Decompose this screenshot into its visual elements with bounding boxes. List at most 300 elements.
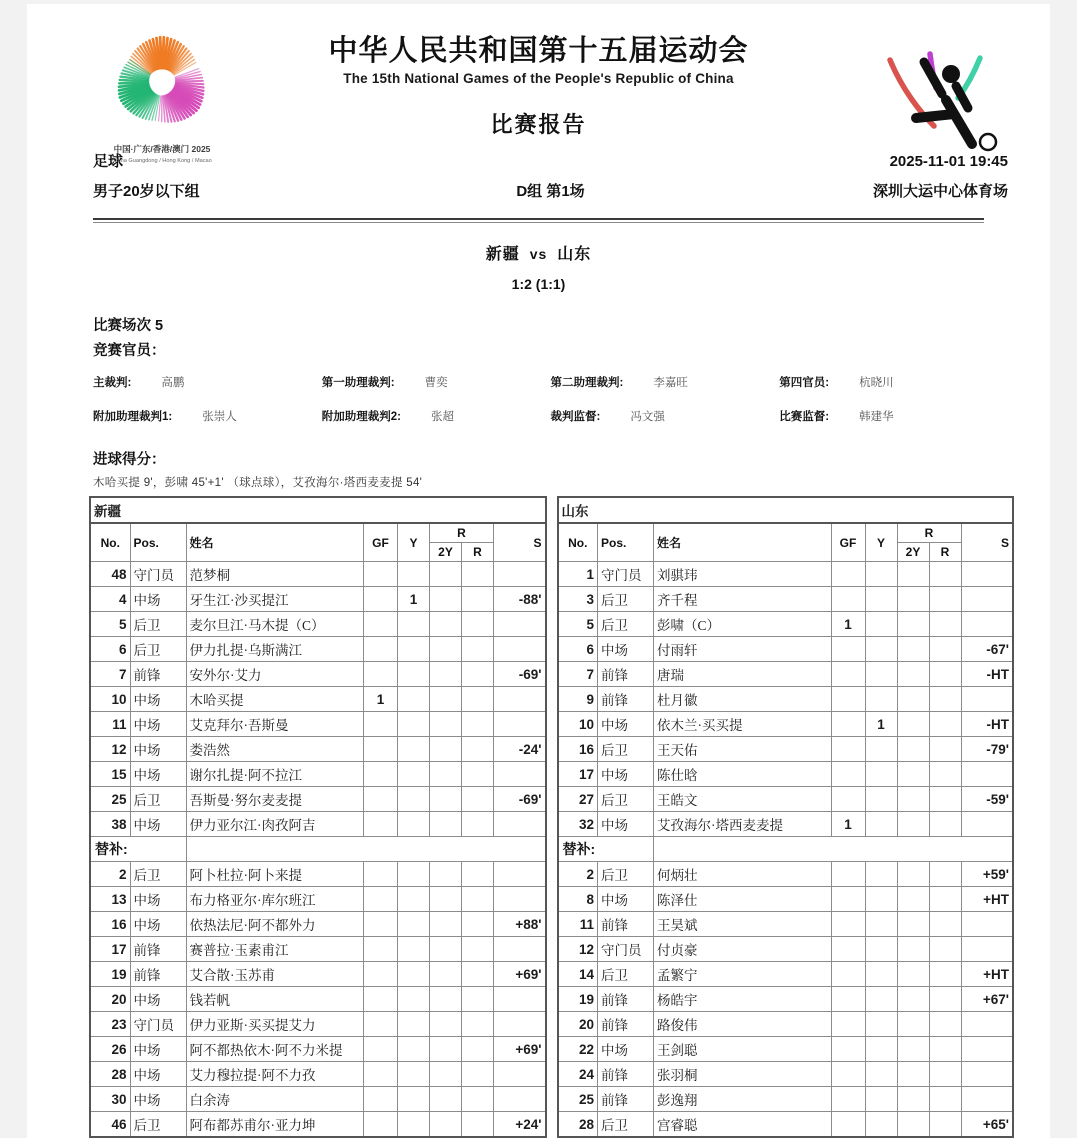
- cell-y: [398, 887, 430, 912]
- col-header-y: Y: [865, 523, 897, 562]
- cell-s: [494, 887, 546, 912]
- cell-gf: [831, 912, 865, 937]
- official-assistant-1: [322, 374, 551, 390]
- table-row: [90, 562, 546, 587]
- cell-name: 艾克拜尔·吾斯曼: [186, 712, 364, 737]
- cell-no: 10: [558, 712, 598, 737]
- cell-gf: 1: [831, 812, 865, 837]
- cell-s: +24': [494, 1112, 546, 1138]
- goals-detail: 木哈买提 9'，彭啸 45'+1' （球点球），艾孜海尔·塔西麦麦提 54': [93, 474, 1008, 490]
- cell-y: [865, 987, 897, 1012]
- emblem-caption-en: China Guangdong / Hong Kong / Macao: [112, 158, 212, 164]
- cell-r: [462, 612, 494, 637]
- cell-2y: [897, 737, 929, 762]
- cell-y: [398, 712, 430, 737]
- cell-no: 25: [90, 787, 130, 812]
- cell-y: [398, 987, 430, 1012]
- cell-r: [929, 987, 961, 1012]
- cell-2y: [430, 637, 462, 662]
- col-header-name: 姓名: [186, 523, 364, 562]
- cell-y: [865, 912, 897, 937]
- cell-pos: 中场: [598, 712, 654, 737]
- cell-no: 30: [90, 1087, 130, 1112]
- official-extra-assistant-1: [93, 408, 322, 424]
- team-name-row: [90, 497, 546, 523]
- team-tables: [27, 496, 1050, 1138]
- cell-s: -HT: [961, 712, 1013, 737]
- official-key: 附加助理裁判1:: [93, 408, 172, 424]
- cell-2y: [430, 1112, 462, 1138]
- cell-r: [929, 1062, 961, 1087]
- cell-name: 谢尔扎提·阿不拉江: [186, 762, 364, 787]
- table-row: [90, 862, 546, 887]
- table-row: [558, 887, 1014, 912]
- cell-gf: [364, 612, 398, 637]
- table-row: [558, 787, 1014, 812]
- cell-y: [865, 612, 897, 637]
- cell-y: [398, 912, 430, 937]
- cell-y: [865, 587, 897, 612]
- cell-pos: 前锋: [598, 987, 654, 1012]
- cell-2y: [897, 612, 929, 637]
- table-row: [558, 1062, 1014, 1087]
- cell-2y: [897, 562, 929, 587]
- cell-r: [929, 737, 961, 762]
- cell-name: 伊力亚斯·买买提艾力: [186, 1012, 364, 1037]
- cell-gf: [364, 937, 398, 962]
- table-row: [558, 987, 1014, 1012]
- cell-s: -69': [494, 662, 546, 687]
- table-header-row-top: [558, 523, 1014, 543]
- cell-r: [929, 1012, 961, 1037]
- cell-name: 陈泽仕: [654, 887, 832, 912]
- cell-y: [865, 812, 897, 837]
- cell-y: [865, 762, 897, 787]
- cell-y: [398, 612, 430, 637]
- cell-gf: [831, 762, 865, 787]
- official-key: 第二助理裁判:: [551, 374, 624, 390]
- col-header-no: No.: [90, 523, 130, 562]
- cell-name: 依热法尼·阿不都外力: [186, 912, 364, 937]
- cell-pos: 后卫: [598, 612, 654, 637]
- football-pictogram-icon: [872, 34, 1002, 159]
- cell-gf: [364, 912, 398, 937]
- cell-name: 齐千程: [654, 587, 832, 612]
- cell-r: [929, 637, 961, 662]
- cell-s: [494, 562, 546, 587]
- emblem-caption-cn: 中国·广东/香港/澳门 2025: [114, 144, 211, 154]
- cell-gf: [364, 762, 398, 787]
- cell-s: [961, 1012, 1013, 1037]
- cell-pos: 后卫: [130, 1112, 186, 1138]
- cell-gf: [831, 587, 865, 612]
- cell-no: 11: [558, 912, 598, 937]
- cell-name: 艾合散·玉苏甫: [186, 962, 364, 987]
- cell-no: 8: [558, 887, 598, 912]
- cell-s: -24': [494, 737, 546, 762]
- cell-gf: [831, 662, 865, 687]
- cell-s: [494, 987, 546, 1012]
- cell-s: +HT: [961, 962, 1013, 987]
- cell-pos: 后卫: [130, 637, 186, 662]
- cell-name: 钱若帆: [186, 987, 364, 1012]
- cell-no: 10: [90, 687, 130, 712]
- cell-pos: 后卫: [130, 787, 186, 812]
- official-referee-supervisor: [551, 408, 780, 424]
- match-number-label: 比赛场次: [93, 318, 151, 334]
- cell-no: 11: [90, 712, 130, 737]
- cell-no: 12: [558, 937, 598, 962]
- cell-s: [961, 1062, 1013, 1087]
- cell-s: [961, 587, 1013, 612]
- table-row: [90, 1037, 546, 1062]
- cell-y: [865, 1037, 897, 1062]
- cell-pos: 守门员: [130, 562, 186, 587]
- cell-gf: [831, 637, 865, 662]
- cell-s: +65': [961, 1112, 1013, 1138]
- cell-no: 16: [558, 737, 598, 762]
- col-header-pos: Pos.: [130, 523, 186, 562]
- meta-row-category: [93, 180, 1008, 210]
- cell-pos: 前锋: [130, 662, 186, 687]
- team-table-away: [557, 496, 1015, 1138]
- official-value: 高鹏: [161, 374, 184, 390]
- table-row: [558, 912, 1014, 937]
- table-header-row-top: [90, 523, 546, 543]
- cell-gf: [831, 787, 865, 812]
- cell-no: 19: [90, 962, 130, 987]
- team-name-home: 新疆: [90, 497, 546, 523]
- cell-s: +HT: [961, 887, 1013, 912]
- match-number-value: 5: [155, 318, 163, 334]
- cell-2y: [897, 712, 929, 737]
- games-emblem-icon: [102, 30, 222, 170]
- starters-body-home: [90, 562, 546, 837]
- table-row: [90, 1112, 546, 1138]
- cell-y: [398, 1037, 430, 1062]
- cell-s: +59': [961, 862, 1013, 887]
- cell-r: [929, 787, 961, 812]
- table-row: [558, 637, 1014, 662]
- cell-y: [398, 662, 430, 687]
- cell-pos: 中场: [130, 987, 186, 1012]
- cell-no: 6: [558, 637, 598, 662]
- cell-2y: [430, 1062, 462, 1087]
- cell-pos: 前锋: [598, 662, 654, 687]
- col-header-pos: Pos.: [598, 523, 654, 562]
- table-row: [90, 762, 546, 787]
- table-row: [90, 812, 546, 837]
- cell-s: [961, 1087, 1013, 1112]
- cell-2y: [430, 1012, 462, 1037]
- cell-no: 7: [90, 662, 130, 687]
- table-row: [90, 737, 546, 762]
- cell-no: 13: [90, 887, 130, 912]
- cell-y: [398, 937, 430, 962]
- cell-s: [961, 562, 1013, 587]
- cell-no: 5: [558, 612, 598, 637]
- cell-no: 15: [90, 762, 130, 787]
- cell-gf: [831, 862, 865, 887]
- cell-gf: [831, 937, 865, 962]
- cell-gf: [831, 687, 865, 712]
- official-referee: [93, 374, 322, 390]
- cell-name: 木哈买提: [186, 687, 364, 712]
- cell-name: 王昊斌: [654, 912, 832, 937]
- cell-no: 9: [558, 687, 598, 712]
- cell-no: 14: [558, 962, 598, 987]
- cell-2y: [430, 562, 462, 587]
- cell-no: 7: [558, 662, 598, 687]
- cell-no: 1: [558, 562, 598, 587]
- cell-name: 杨皓宇: [654, 987, 832, 1012]
- col-header-2y: 2Y: [430, 543, 462, 562]
- cell-y: [398, 637, 430, 662]
- cell-pos: 中场: [130, 762, 186, 787]
- cell-name: 付雨轩: [654, 637, 832, 662]
- cell-name: 王剑聪: [654, 1037, 832, 1062]
- cell-s: [494, 712, 546, 737]
- table-row: [90, 1062, 546, 1087]
- table-row: [90, 787, 546, 812]
- subs-section-header: [558, 837, 1014, 862]
- col-header-s: S: [494, 523, 546, 562]
- cell-r: [929, 587, 961, 612]
- team-table-home: [89, 496, 547, 1138]
- cell-r: [462, 787, 494, 812]
- cell-s: [961, 937, 1013, 962]
- cell-2y: [897, 987, 929, 1012]
- match-score: 1:2 (1:1): [27, 276, 1050, 292]
- cell-no: 2: [558, 862, 598, 887]
- official-fourth: [779, 374, 1008, 390]
- cell-r: [929, 862, 961, 887]
- subs-label: 替补:: [558, 837, 654, 862]
- cell-gf: [364, 987, 398, 1012]
- table-row: [90, 887, 546, 912]
- official-value: 韩建华: [859, 408, 894, 424]
- cell-pos: 前锋: [130, 937, 186, 962]
- starters-body-away: [558, 562, 1014, 837]
- cell-name: 白余涛: [186, 1087, 364, 1112]
- cell-2y: [897, 862, 929, 887]
- cell-no: 12: [90, 737, 130, 762]
- cell-r: [462, 762, 494, 787]
- cell-name: 王天佑: [654, 737, 832, 762]
- cell-y: 1: [398, 587, 430, 612]
- official-value: 张超: [431, 408, 454, 424]
- cell-gf: [364, 812, 398, 837]
- cell-y: [398, 562, 430, 587]
- subs-label-filler: [654, 837, 1014, 862]
- cell-pos: 中场: [130, 887, 186, 912]
- cell-name: 路俊伟: [654, 1012, 832, 1037]
- cell-gf: 1: [364, 687, 398, 712]
- table-row: [558, 937, 1014, 962]
- table-row: [558, 737, 1014, 762]
- cell-pos: 守门员: [130, 1012, 186, 1037]
- cell-gf: [831, 562, 865, 587]
- table-row: [90, 712, 546, 737]
- cell-y: [398, 1112, 430, 1138]
- cell-2y: [430, 987, 462, 1012]
- cell-s: -79': [961, 737, 1013, 762]
- officials-row-1: [93, 374, 1008, 390]
- cell-2y: [897, 1037, 929, 1062]
- report-sheet: [27, 4, 1050, 1138]
- cell-2y: [430, 787, 462, 812]
- cell-s: [961, 762, 1013, 787]
- cell-r: [462, 862, 494, 887]
- cell-y: [398, 762, 430, 787]
- cell-pos: 前锋: [598, 687, 654, 712]
- cell-name: 艾孜海尔·塔西麦麦提: [654, 812, 832, 837]
- cell-gf: [364, 1012, 398, 1037]
- cell-name: 伊力扎提·乌斯满江: [186, 637, 364, 662]
- table-row: [558, 587, 1014, 612]
- cell-no: 6: [90, 637, 130, 662]
- cell-pos: 后卫: [598, 587, 654, 612]
- officials-row-2: [93, 408, 1008, 424]
- cell-name: 张羽桐: [654, 1062, 832, 1087]
- col-header-s: S: [961, 523, 1013, 562]
- cell-no: 32: [558, 812, 598, 837]
- cell-gf: [831, 1087, 865, 1112]
- cell-r: [929, 812, 961, 837]
- col-header-gf: GF: [831, 523, 865, 562]
- cell-pos: 前锋: [598, 912, 654, 937]
- cell-gf: [364, 862, 398, 887]
- cell-pos: 中场: [130, 712, 186, 737]
- cell-gf: [831, 712, 865, 737]
- cell-pos: 中场: [130, 912, 186, 937]
- cell-gf: [364, 1037, 398, 1062]
- cell-r: [929, 712, 961, 737]
- cell-2y: [430, 1037, 462, 1062]
- cell-2y: [430, 737, 462, 762]
- cell-name: 阿卜杜拉·阿卜来提: [186, 862, 364, 887]
- subs-section-header: [90, 837, 546, 862]
- cell-2y: [430, 912, 462, 937]
- cell-r: [462, 712, 494, 737]
- cell-y: [865, 937, 897, 962]
- team-block-away: [557, 496, 1015, 1138]
- cell-y: [398, 812, 430, 837]
- cell-y: [865, 1012, 897, 1037]
- cell-gf: [831, 887, 865, 912]
- cell-s: +69': [494, 962, 546, 987]
- cell-r: [929, 887, 961, 912]
- cell-pos: 中场: [130, 1037, 186, 1062]
- cell-2y: [897, 1087, 929, 1112]
- cell-name: 杜月徽: [654, 687, 832, 712]
- cell-2y: [897, 1112, 929, 1138]
- sport-label: 足球: [93, 150, 393, 171]
- cell-2y: [430, 962, 462, 987]
- cell-2y: [897, 812, 929, 837]
- cell-2y: [897, 1062, 929, 1087]
- cell-s: [961, 912, 1013, 937]
- cell-no: 2: [90, 862, 130, 887]
- table-row: [558, 662, 1014, 687]
- cell-s: [494, 1062, 546, 1087]
- table-row: [558, 687, 1014, 712]
- cell-gf: [364, 1087, 398, 1112]
- cell-y: [865, 737, 897, 762]
- cell-name: 彭啸（C）: [654, 612, 832, 637]
- cell-r: [929, 1087, 961, 1112]
- team-block-home: [89, 496, 547, 1138]
- cell-pos: 后卫: [598, 1112, 654, 1138]
- cell-no: 28: [558, 1112, 598, 1138]
- cell-r: [462, 962, 494, 987]
- cell-y: [865, 1112, 897, 1138]
- cell-r: [929, 962, 961, 987]
- cell-s: [494, 862, 546, 887]
- cell-r: [929, 687, 961, 712]
- cell-y: [865, 887, 897, 912]
- cell-2y: [897, 912, 929, 937]
- page-title-en: The 15th National Games of the People's Republic of China: [67, 71, 1010, 86]
- cell-name: 王皓文: [654, 787, 832, 812]
- cell-pos: 前锋: [598, 1087, 654, 1112]
- cell-gf: [831, 1012, 865, 1037]
- cell-2y: [430, 887, 462, 912]
- cell-y: [865, 1062, 897, 1087]
- cell-r: [462, 687, 494, 712]
- table-row: [90, 587, 546, 612]
- official-key: 比赛监督:: [779, 408, 829, 424]
- cell-y: [865, 962, 897, 987]
- cell-name: 陈仕晗: [654, 762, 832, 787]
- cell-name: 彭逸翔: [654, 1087, 832, 1112]
- cell-name: 唐瑞: [654, 662, 832, 687]
- cell-no: 26: [90, 1037, 130, 1062]
- col-header-gf: GF: [364, 523, 398, 562]
- cell-y: [398, 962, 430, 987]
- cell-y: [398, 787, 430, 812]
- cell-gf: [364, 737, 398, 762]
- cell-s: +67': [961, 987, 1013, 1012]
- table-row: [558, 562, 1014, 587]
- cell-s: [961, 612, 1013, 637]
- cell-no: 27: [558, 787, 598, 812]
- official-value: 张崇人: [202, 408, 237, 424]
- official-key: 附加助理裁判2:: [322, 408, 401, 424]
- cell-r: [462, 662, 494, 687]
- cell-2y: [897, 587, 929, 612]
- cell-y: 1: [865, 712, 897, 737]
- cell-r: [462, 987, 494, 1012]
- cell-y: [398, 1012, 430, 1037]
- cell-y: [865, 562, 897, 587]
- cell-gf: [364, 1112, 398, 1138]
- cell-s: [494, 762, 546, 787]
- table-row: [558, 762, 1014, 787]
- cell-r: [462, 737, 494, 762]
- cell-2y: [897, 1012, 929, 1037]
- cell-r: [462, 912, 494, 937]
- officials-section: [27, 314, 1050, 490]
- cell-gf: [831, 737, 865, 762]
- cell-pos: 后卫: [130, 612, 186, 637]
- cell-y: [398, 1062, 430, 1087]
- col-header-r: R: [462, 543, 494, 562]
- official-value: 李嘉旺: [653, 374, 688, 390]
- cell-s: -69': [494, 787, 546, 812]
- cell-y: [398, 737, 430, 762]
- cell-pos: 前锋: [598, 1062, 654, 1087]
